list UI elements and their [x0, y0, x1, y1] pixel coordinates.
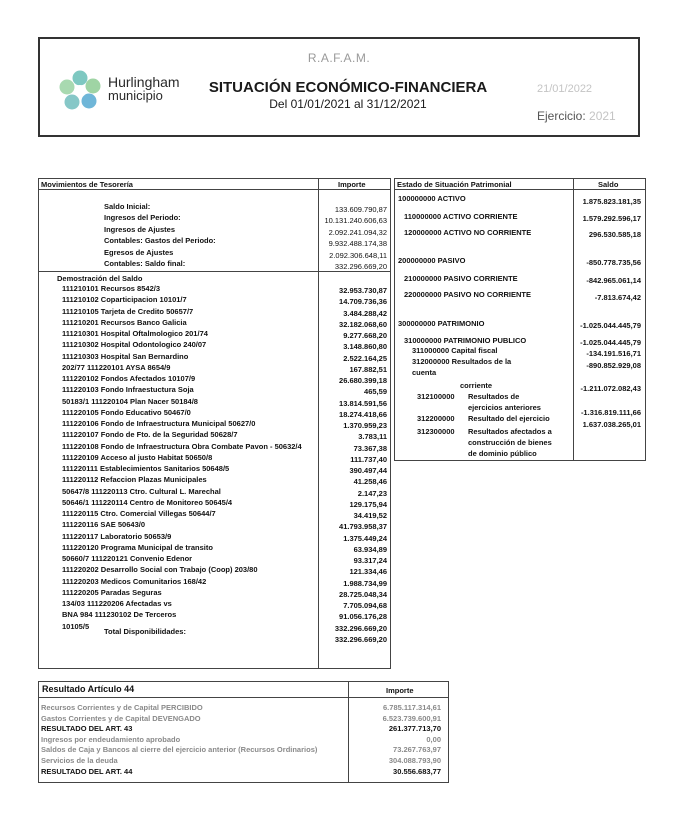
patrimonial-header-divider [394, 189, 646, 190]
account-label: 202/77 111220101 AYSA 8654/9 [62, 362, 171, 372]
account-value: 34.419,52 [353, 511, 387, 520]
account-value: 73.367,38 [353, 443, 387, 453]
tesoreria-summary-divider [38, 271, 391, 272]
patrimonial-col-saldo: Saldo [598, 180, 619, 189]
account-label: 134/03 111220206 Afectadas vs [62, 599, 172, 608]
patrimonial-label-cont: de dominio público [468, 449, 537, 458]
resultado-label: RESULTADO DEL ART. 43 [41, 724, 133, 734]
account-label: 111220103 Fondo Infraestuctura Soja [62, 385, 194, 395]
account-value: 9.277.668,20 [343, 331, 387, 340]
summary-label: Egresos de Ajustes [104, 248, 174, 257]
account-value: 3.484.288,42 [343, 308, 387, 318]
resultado-col-articulo: Resultado Artículo 44 [42, 684, 135, 694]
patrimonial-value: -7.813.674,42 [594, 293, 641, 302]
brand-line-2: municipio [108, 88, 163, 103]
summary-label: Contables: Gastos del Periodo: [104, 236, 216, 245]
account-value: 7.705.094,68 [343, 601, 387, 610]
account-label: 111220115 Ctro. Comercial Villegas 50644/7 [62, 509, 216, 518]
account-value: 465,59 [364, 387, 387, 397]
resultado-col-importe: Importe [386, 686, 414, 695]
patrimonial-label: 300000000 PATRIMONIO [398, 319, 485, 328]
account-value: 121.334,46 [349, 567, 387, 577]
ejercicio-label: Ejercicio: [537, 109, 586, 123]
resultado-value: 261.377.713,70 [388, 724, 441, 734]
account-label: 10105/5 [62, 621, 90, 631]
demostracion-saldo-label: Demostración del Saldo [57, 274, 143, 283]
summary-label: Ingresos de Ajustes [104, 225, 175, 234]
account-label: 111210302 Hospital Odontologico 240/07 [62, 340, 207, 350]
account-value: 41.258,46 [353, 477, 387, 487]
account-label: 111220203 Medicos Comunitarios 168/42 [62, 576, 207, 586]
patrimonial-label: Resultados afectados a [468, 427, 552, 436]
summary-value: 2.092.306.648,11 [329, 251, 387, 260]
patrimonial-label: 200000000 PASIVO [398, 256, 466, 265]
patrimonial-value: 1.579.292.596,17 [582, 214, 641, 223]
summary-label: Saldo Inicial: [104, 202, 151, 211]
patrimonial-value: 1.637.038.265,01 [582, 420, 641, 429]
patrimonial-label: 310000000 PATRIMONIO PUBLICO [404, 336, 527, 345]
account-label: 111210301 Hospital Oftalmologico 201/74 [62, 329, 208, 338]
account-value: 3.148.860,80 [343, 342, 387, 352]
patrimonial-label-cont: ejercicios anteriores [468, 403, 541, 412]
patrimonial-label: Resultado del ejercicio [468, 414, 550, 423]
resultado-value: 304.088.793,90 [388, 756, 441, 765]
account-value: 28.725.048,34 [339, 589, 387, 599]
report-date: 21/01/2022 [537, 83, 593, 95]
account-label: 111210303 Hospital San Bernardino [62, 351, 189, 361]
patrimonial-value: -1.025.044.445,79 [580, 338, 641, 347]
patrimonial-label: 110000000 ACTIVO CORRIENTE [404, 212, 518, 221]
patrimonial-value: 296.530.585,18 [588, 230, 641, 239]
ejercicio-value: 2021 [589, 109, 616, 123]
brand-line-1: Hurlingham [108, 74, 180, 90]
account-value: 93.317,24 [353, 556, 387, 565]
patrimonial-value: 1.875.823.181,35 [582, 197, 641, 206]
brand-name [108, 76, 180, 102]
account-value: 2.522.164,25 [343, 353, 387, 363]
patrimonial-value: -850.778.735,56 [586, 258, 641, 267]
account-value: 14.709.736,36 [339, 297, 387, 307]
period-range: Del 01/01/2021 al 31/12/2021 [269, 97, 427, 111]
document-title: SITUACIÓN ECONÓMICO-FINANCIERA [208, 79, 488, 96]
patrimonial-code: 312100000 [417, 392, 455, 401]
patrimonial-label: 311000000 Capital fiscal [412, 346, 498, 355]
account-value: 63.934,89 [353, 544, 387, 554]
account-label: 111220111 Establecimientos Sanitarios 50648/5 [62, 464, 230, 473]
account-label: 111220120 Programa Municipal de transito [62, 542, 213, 552]
patrimonial-column-divider [573, 178, 574, 461]
patrimonial-label: cuenta [412, 368, 437, 377]
account-value: 1.370.959,23 [343, 421, 387, 430]
resultado-label: Gastos Corrientes y de Capital DEVENGADO [41, 713, 201, 723]
account-value: 26.680.399,18 [339, 376, 387, 385]
account-value: 3.783,11 [358, 432, 387, 442]
resultado-label: Servicios de la deuda [41, 756, 118, 765]
summary-value: 9.932.488.174,38 [328, 239, 387, 248]
patrimonial-label: 210000000 PASIVO CORRIENTE [404, 274, 518, 283]
account-label: 111220116 SAE 50643/0 [62, 520, 145, 530]
account-value: 91.056.176,28 [339, 612, 387, 622]
summary-value: 2.092.241.094,32 [328, 228, 387, 237]
patrimonial-col-estado: Estado de Situación Patrimonial [397, 180, 512, 189]
patrimonial-value: -1.211.072.082,43 [580, 384, 641, 393]
patrimonial-label: 120000000 ACTIVO NO CORRIENTE [404, 228, 532, 237]
account-label: 111220112 Refaccion Plazas Municipales [62, 475, 207, 485]
patrimonial-code: 312300000 [417, 427, 455, 436]
account-value: 13.814.591,56 [339, 398, 387, 408]
patrimonial-label: Resultados de [468, 392, 520, 401]
resultado-value: 6.523.739.600,91 [382, 713, 441, 723]
account-label: 111220109 Acceso al justo Habitat 50650/8 [62, 452, 213, 462]
resultado-value: 0,00 [426, 734, 441, 744]
account-value: 32.953.730,87 [339, 286, 387, 295]
rafam-label: R.A.F.A.M. [307, 51, 371, 65]
account-label: 50660/7 111220121 Convenio Edenor [62, 554, 193, 563]
resultado-label: Recursos Corrientes y de Capital PERCIBIDO [41, 703, 203, 712]
patrimonial-label: corriente [460, 381, 493, 390]
resultado-value: 73.267.763,97 [393, 745, 441, 755]
patrimonial-value: -890.852.929,08 [586, 361, 641, 370]
patrimonial-value: -1.025.044.445,79 [580, 321, 641, 330]
ejercicio [537, 109, 616, 123]
account-value: 332.296.669,20 [334, 634, 387, 644]
resultado-label: Ingresos por endeudamiento aprobado [41, 734, 181, 744]
resultado-label: RESULTADO DEL ART. 44 [41, 766, 133, 776]
patrimonial-label: 220000000 PASIVO NO CORRIENTE [404, 290, 531, 299]
summary-label: Ingresos del Periodo: [104, 213, 181, 222]
summary-value: 332.296.669,20 [334, 262, 387, 271]
account-value: 111.737,40 [350, 454, 387, 464]
patrimonial-value: -134.191.516,71 [586, 349, 641, 358]
resultado-value: 6.785.117.314,61 [383, 703, 441, 712]
account-label: 111220108 Fondo de Infraestructura Obra Combate Pavon - 50632/4 [62, 441, 302, 451]
account-value: 1.988.734,99 [343, 578, 387, 588]
tesoreria-column-divider [318, 178, 319, 669]
patrimonial-value: -842.965.061,14 [586, 276, 641, 285]
account-label: 50646/1 111220114 Centro de Monitoreo 50645/4 [62, 497, 233, 507]
account-value: 390.497,44 [349, 466, 387, 475]
account-value: 1.375.449,24 [343, 533, 387, 543]
account-label: 111210102 Coparticipacion 10101/7 [62, 295, 187, 305]
tesoreria-col-movimientos: Movimientos de Tesorería [41, 180, 133, 189]
account-value: 32.182.068,60 [339, 319, 387, 329]
account-value: 2.147,23 [357, 488, 387, 498]
hurlingham-logo-icon [58, 69, 102, 113]
account-label: 50183/1 111220104 Plan Nacer 50184/8 [62, 396, 198, 406]
patrimonial-code: 312200000 [417, 414, 455, 423]
account-label: 111210201 Recursos Banco Galicia [62, 317, 187, 327]
account-label: 111220102 Fondos Afectados 10107/9 [62, 374, 196, 383]
account-value: 41.793.958,37 [339, 522, 387, 532]
account-value: 18.274.418,66 [339, 409, 387, 419]
patrimonial-value: -1.316.819.111,66 [580, 408, 641, 417]
summary-value: 10.131.240.606,63 [324, 216, 387, 225]
account-label: 111210105 Tarjeta de Credito 50657/7 [62, 306, 194, 316]
report-header [38, 37, 640, 137]
account-label: 111220117 Laboratorio 50653/9 [62, 531, 172, 541]
account-value: 332.296.669,20 [334, 623, 387, 633]
resultado-header-divider [38, 697, 449, 698]
account-value: 129.175,94 [349, 499, 387, 509]
summary-label: Contables: Saldo final: [104, 259, 186, 268]
patrimonial-label-cont: construcción de bienes [468, 438, 552, 447]
account-label: 111210101 Recursos 8542/3 [62, 284, 161, 293]
account-label: 50647/8 111220113 Ctro. Cultural L. Marechal [62, 486, 221, 496]
tesoreria-col-importe: Importe [338, 180, 366, 189]
account-label: 111220107 Fondo de Fto. de la Seguridad 50628/7 [62, 430, 238, 440]
account-value: 167.882,51 [349, 364, 387, 374]
account-label: 111220106 Fondo de Infraestructura Municipal 50627/0 [62, 419, 256, 428]
account-label: 111220105 Fondo Educativo 50467/0 [62, 407, 191, 417]
resultado-label: Saldos de Caja y Bancos al cierre del ejercicio anterior (Recursos Ordinarios) [41, 745, 318, 755]
patrimonial-label: 312000000 Resultados de la [412, 357, 512, 366]
tesoreria-header-divider [38, 189, 391, 190]
total-disponibilidades-label: Total Disponibilidades: [104, 627, 186, 636]
patrimonial-label: 100000000 ACTIVO [398, 194, 466, 203]
account-label: 111220202 Desarrollo Social con Trabajo (Coop) 203/80 [62, 565, 258, 575]
account-label: 111220205 Paradas Seguras [62, 587, 162, 597]
account-label: BNA 984 111230102 De Terceros [62, 610, 177, 620]
summary-value: 133.609.790,87 [334, 205, 387, 214]
resultado-value: 30.556.683,77 [393, 766, 441, 776]
